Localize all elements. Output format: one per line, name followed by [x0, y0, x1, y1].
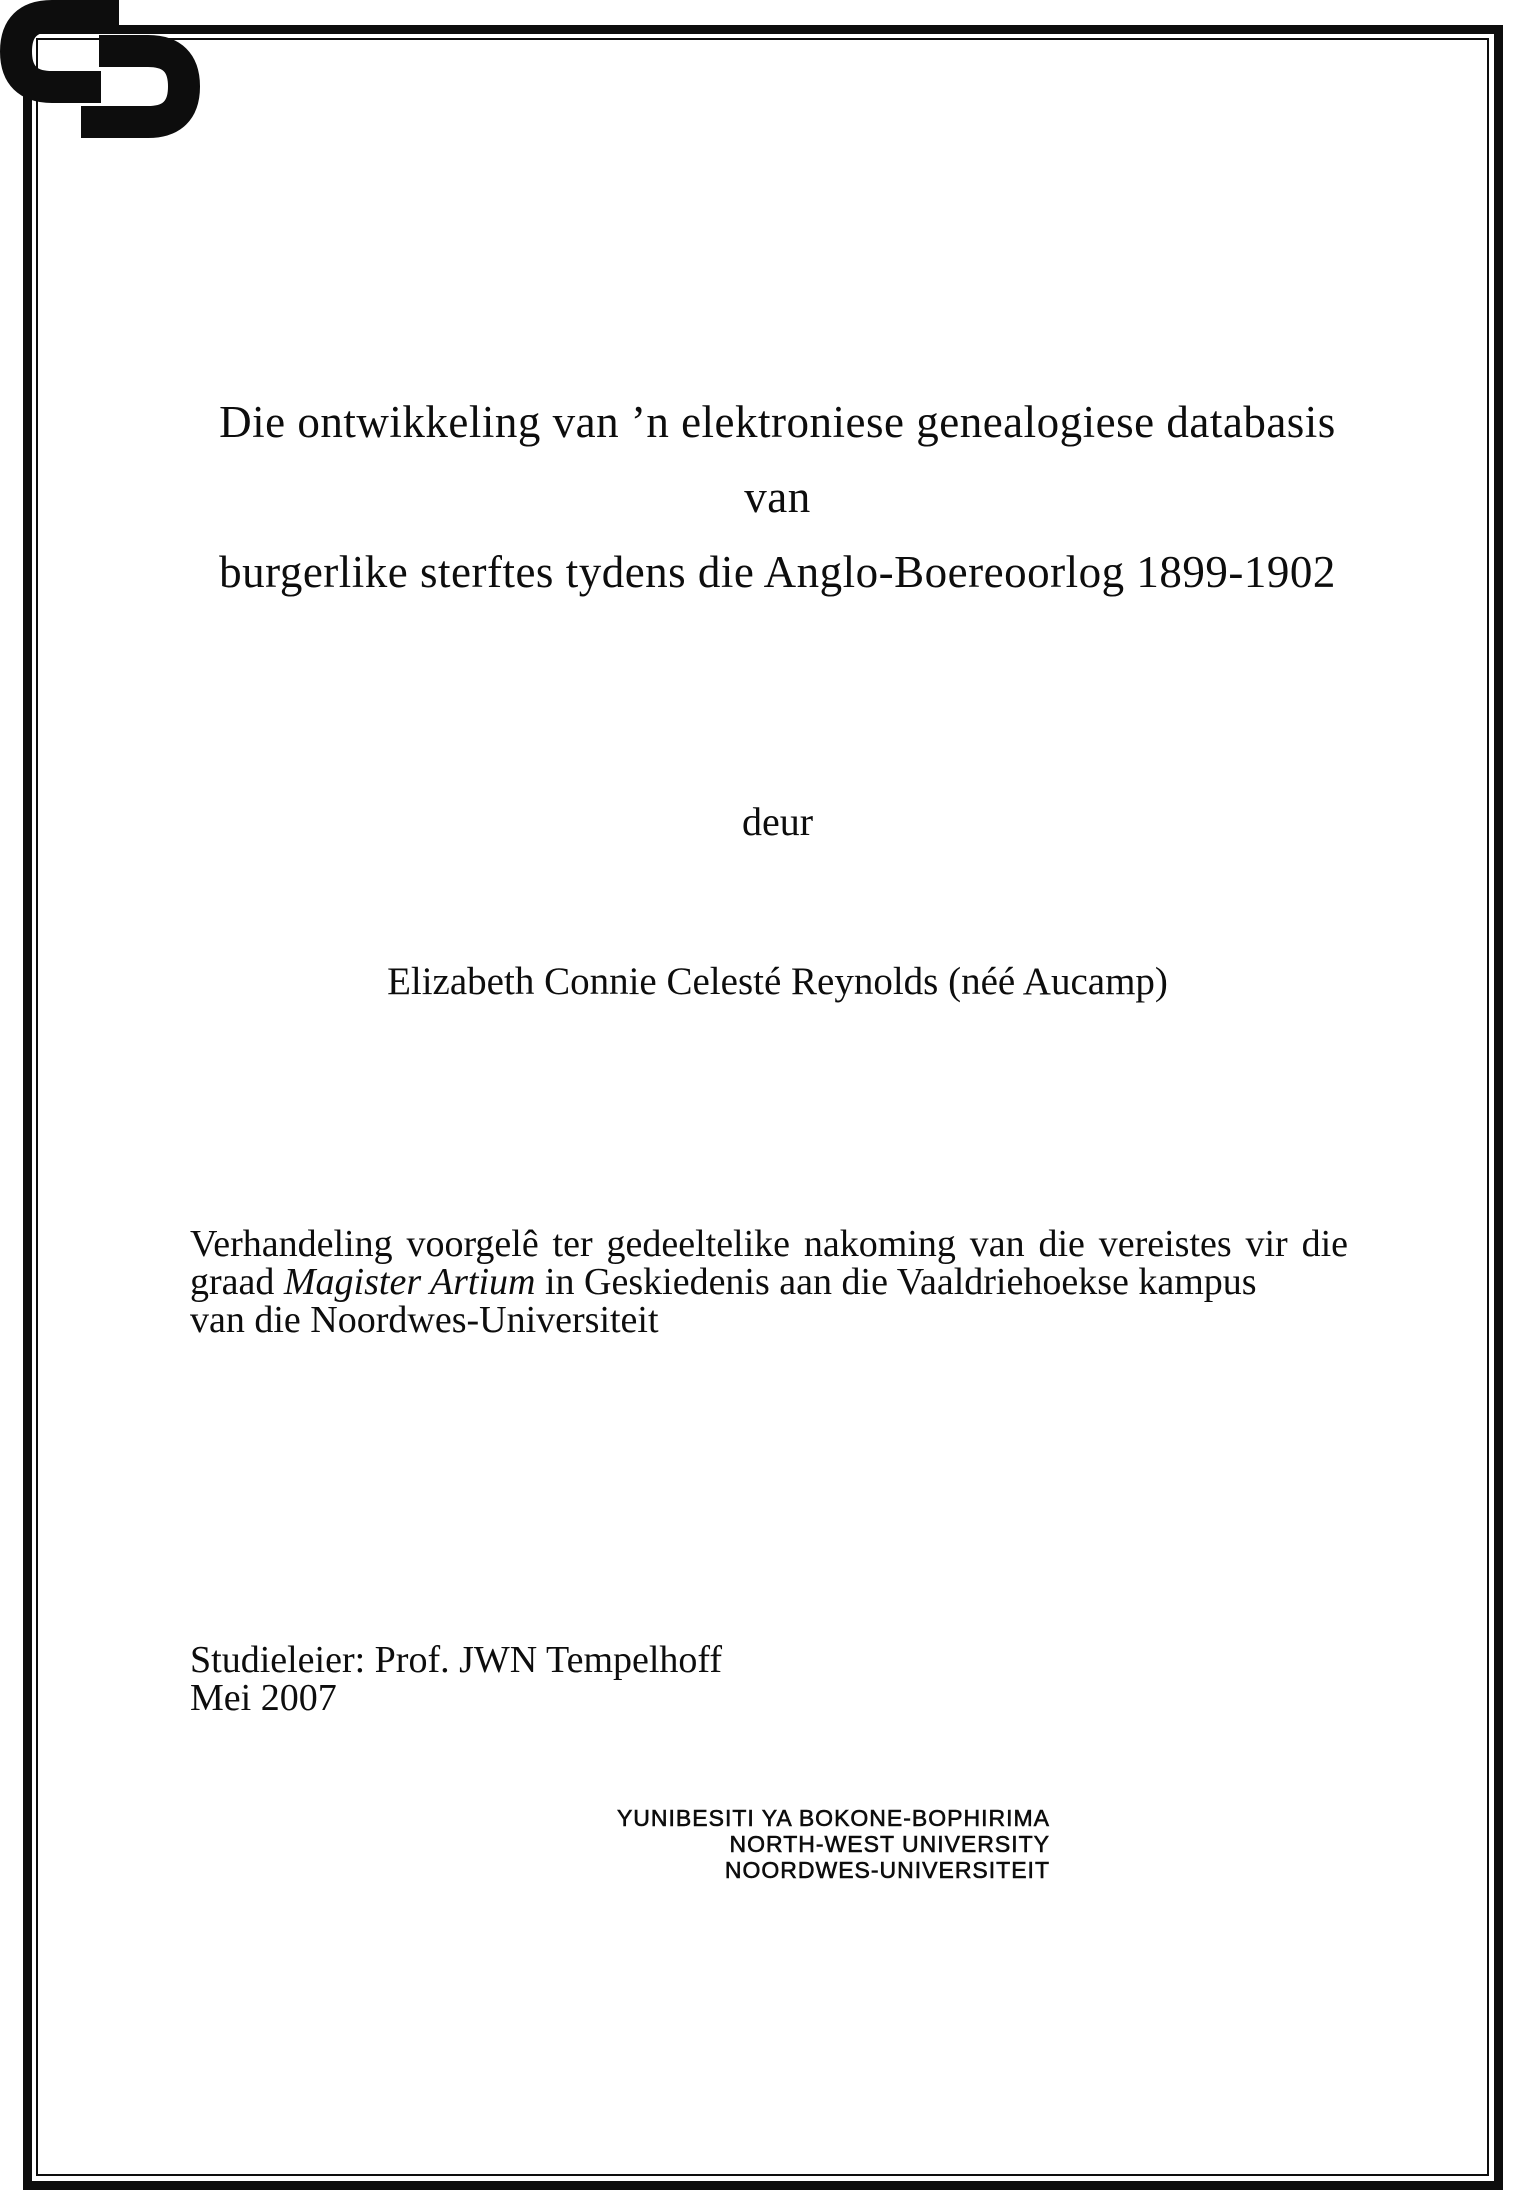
university-name-setswana: YUNIBESITI YA BOKONE-BOPHIRIMA — [616, 1805, 1050, 1831]
submission-statement-line2 — [190, 1263, 1348, 1301]
university-logo-wordmark — [120, 1805, 1050, 1883]
thesis-title-line2: burgerlike sterftes tydens die Anglo-Boereoorlog 1899-1902 — [219, 547, 1336, 597]
degree-name-italic: Magister Artium — [283, 1261, 536, 1303]
byline-label: deur — [741, 799, 814, 844]
submission-statement-line3: van die Noordwes-Universiteit — [190, 1299, 659, 1341]
date-line: Mei 2007 — [190, 1677, 337, 1719]
submission-statement — [190, 1225, 1348, 1339]
thesis-title-line1: Die ontwikkeling van ’n elektroniese genealogiese databasis van — [219, 397, 1336, 522]
submission-statement-line1: Verhandeling voorgelê ter gedeeltelike nakoming van die vereistes vir die — [190, 1223, 1348, 1265]
author-name: Elizabeth Connie Celesté Reynolds (néé Aucamp) — [387, 960, 1168, 1003]
university-name-afrikaans: NOORDWES-UNIVERSITEIT — [724, 1857, 1050, 1883]
supervisor-block — [190, 1641, 1090, 1717]
supervisor-line: Studieleier: Prof. JWN Tempelhoff — [190, 1639, 723, 1681]
thesis-title — [190, 385, 1365, 610]
university-name-english: NORTH-WEST UNIVERSITY — [729, 1831, 1050, 1857]
statement-line2-prefix: graad — [190, 1261, 284, 1303]
university-logo-icon — [0, 0, 200, 138]
statement-line2-suffix: in Geskiedenis aan die Vaaldriehoekse kampus — [535, 1261, 1257, 1303]
